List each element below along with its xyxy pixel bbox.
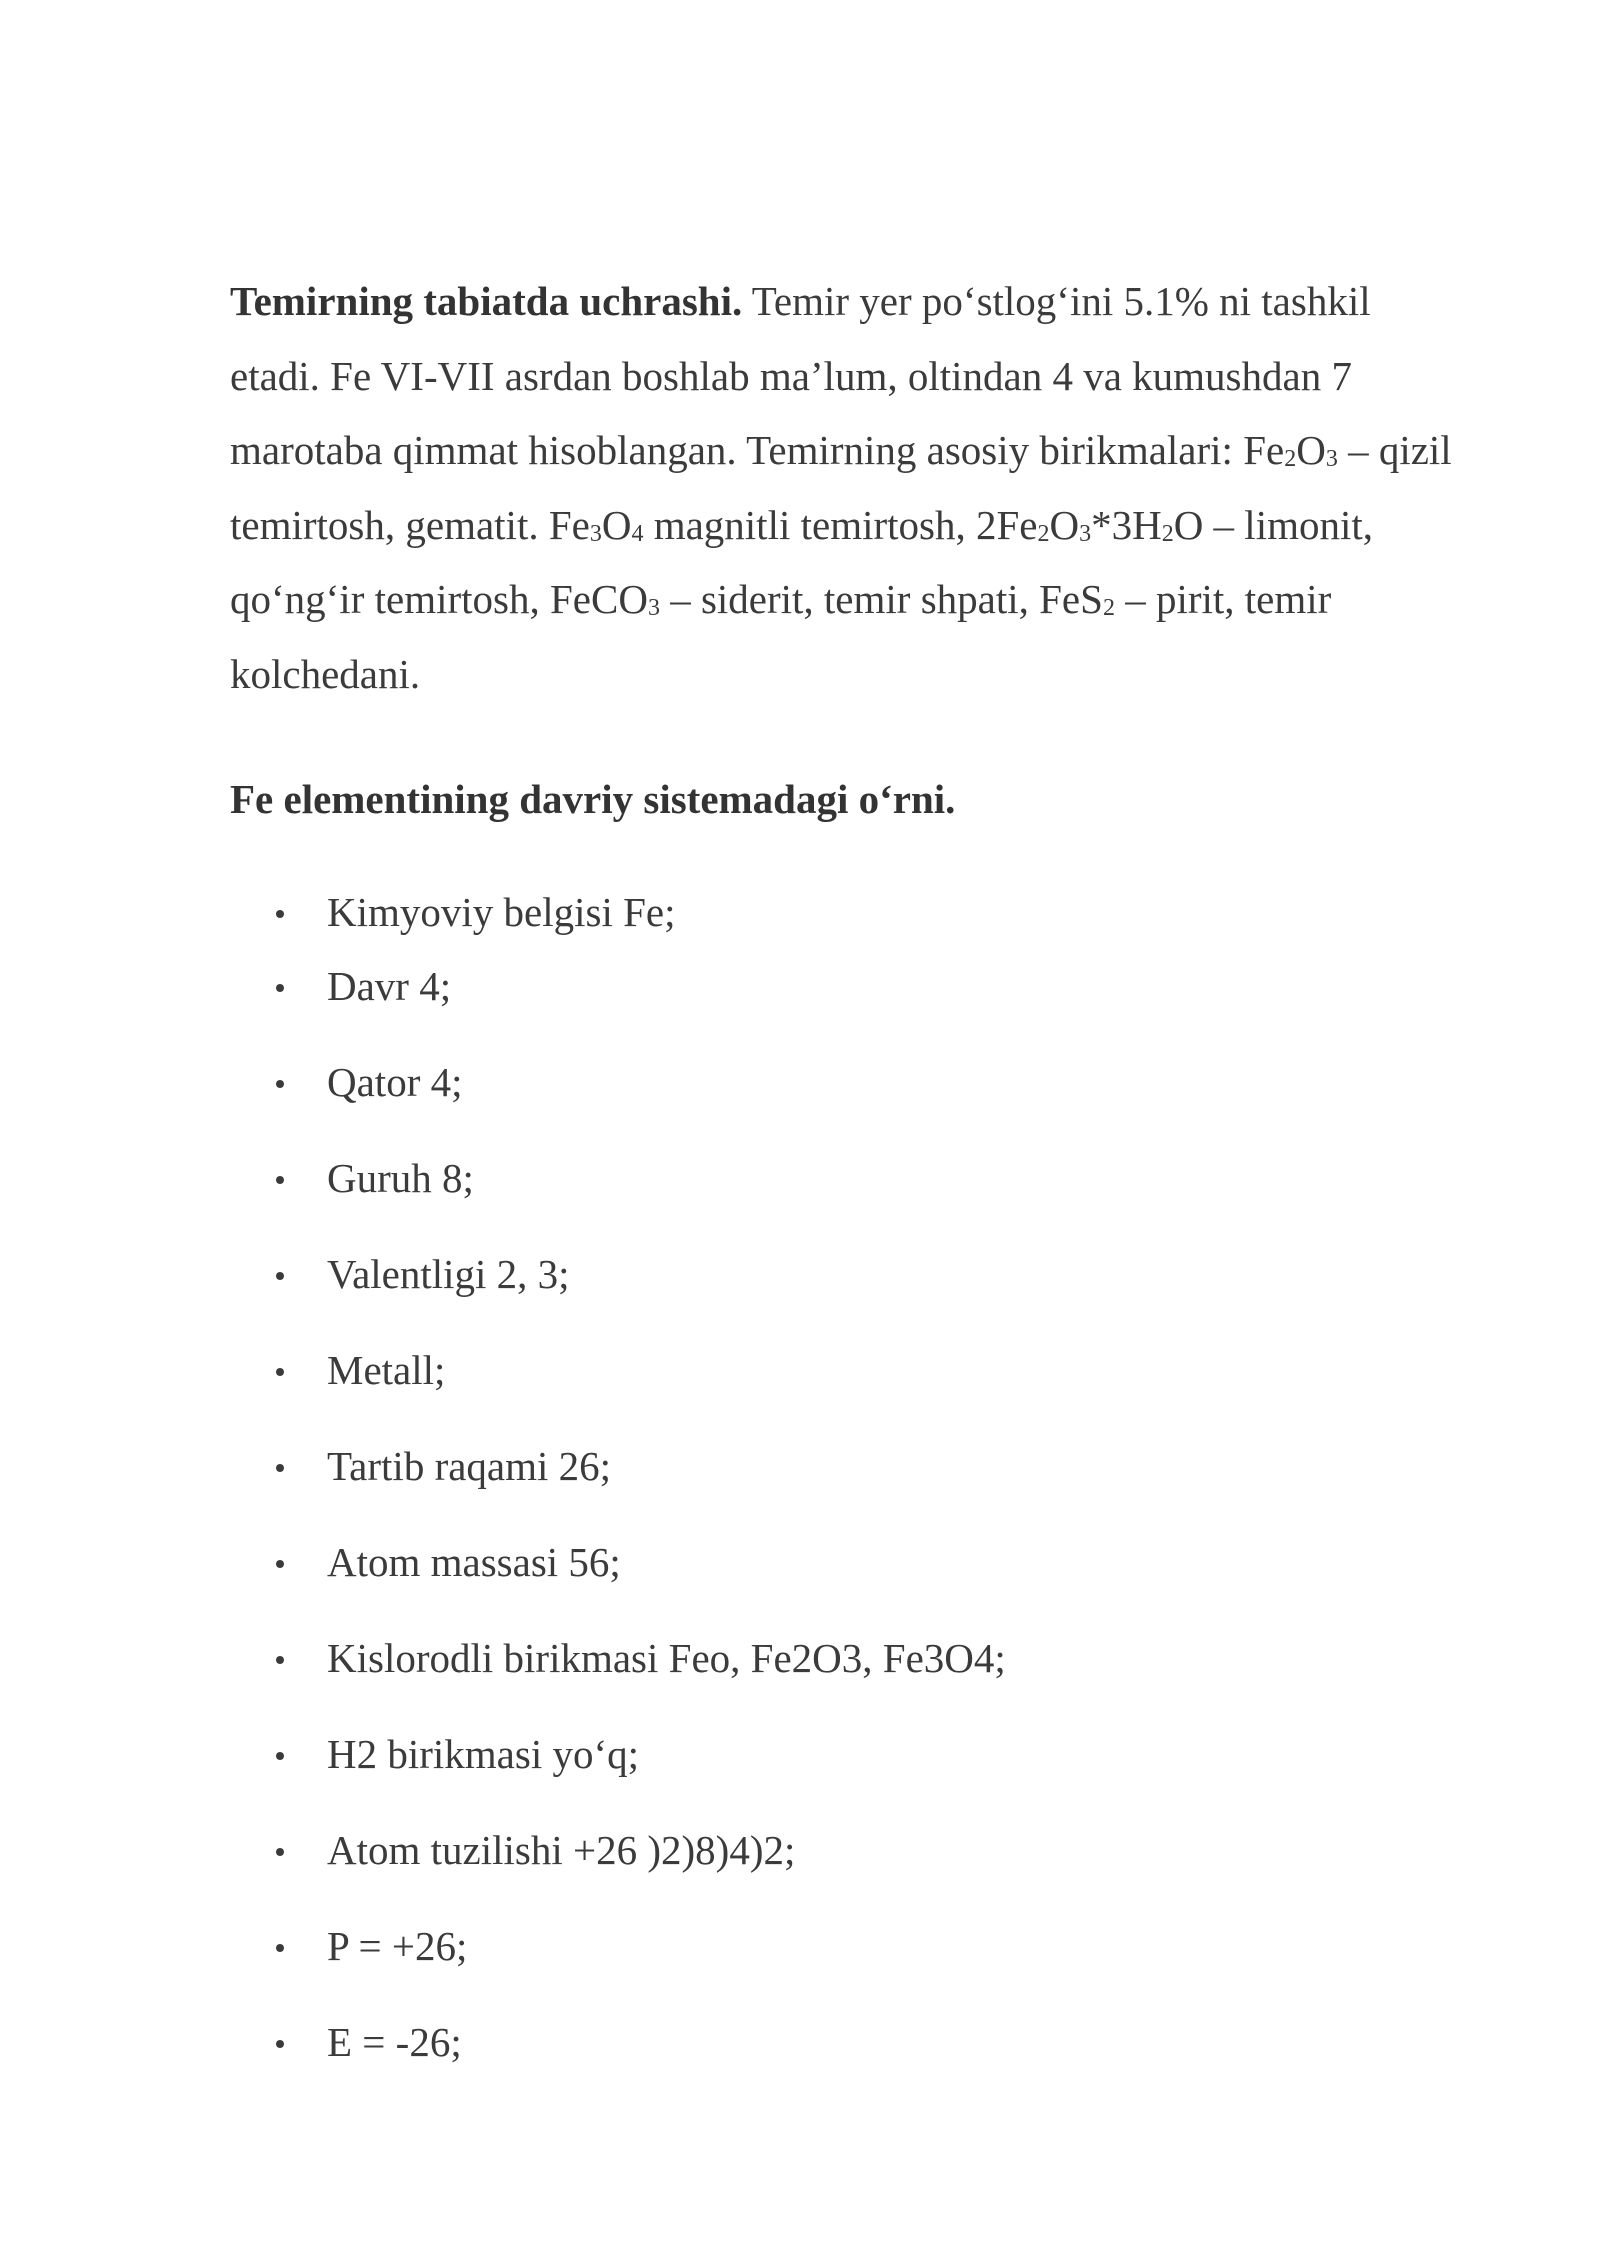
subscript: 2 [1161, 520, 1174, 547]
intro-text: Temir yer po‘stlog‘ini 5.1% ni tashkil etadi. Fe VI-VII asrdan boshlab ma’lum, oltindan 4 va kumushdan 7 marotaba qimmat hisoblangan. Temirning asosiy birikmalari: Fe [230, 278, 1371, 473]
list-item [230, 956, 1230, 1016]
list-item-text: P = +26; [327, 1923, 468, 1969]
intro-heading: Temirning tabiatda uchrashi. [230, 278, 743, 324]
list-item-text: Valentligi 2, 3; [327, 1251, 570, 1297]
list-item [230, 1436, 1230, 1496]
list-item [230, 1820, 1230, 1880]
list-item [230, 1052, 1230, 1112]
bullet-icon [276, 1080, 284, 1088]
list-item [230, 1628, 1230, 1688]
intro-text: – qizil temirtosh, gematit. Fe [230, 427, 1452, 548]
bullet-icon [276, 2040, 284, 2048]
bullet-icon [276, 1752, 284, 1760]
subscript: 3 [1325, 446, 1338, 472]
bullet-icon [276, 1656, 284, 1664]
bullet-icon [276, 1368, 284, 1376]
list-item [230, 1340, 1230, 1400]
list-item-text: Atom tuzilishi +26 )2)8)4)2; [327, 1827, 796, 1873]
intro-text: O – limonit, qo‘ng‘ir temirtosh, FeCO [230, 501, 1374, 622]
intro-text: O [1049, 501, 1080, 548]
bullet-icon [276, 910, 284, 918]
list-item-text: Kimyoviy belgisi Fe; [327, 889, 676, 935]
intro-text: O [601, 501, 632, 548]
intro-text: *3H [1091, 501, 1162, 548]
list-item-text: Tartib raqami 26; [327, 1443, 612, 1489]
subscript: 2 [1037, 520, 1050, 547]
section-heading: Fe elementining davriy sistemadagi o‘rni. [230, 776, 956, 822]
bullet-icon [276, 1944, 284, 1952]
list-item-text: Metall; [327, 1347, 446, 1393]
subscript: 4 [631, 520, 644, 547]
intro-text: O [1296, 427, 1326, 473]
intro-paragraph [230, 264, 1470, 711]
subscript: 3 [589, 520, 602, 547]
intro-text: – pirit, temir kolchedani. [230, 576, 1332, 697]
bullet-icon [276, 1560, 284, 1568]
list-item [230, 1532, 1230, 1592]
bullet-icon [276, 984, 284, 992]
list-item [230, 1244, 1230, 1304]
list-item [230, 882, 1230, 942]
bullet-icon [276, 1848, 284, 1856]
list-item [230, 1916, 1230, 1976]
list-item-text: Atom massasi 56; [327, 1539, 621, 1585]
list-item-text: H2 birikmasi yo‘q; [327, 1731, 640, 1777]
list-item [230, 1148, 1230, 1208]
list-item-text: Guruh 8; [327, 1155, 474, 1201]
subscript: 3 [647, 595, 660, 621]
list-item [230, 2012, 1230, 2072]
list-item-text: Davr 4; [327, 963, 452, 1009]
bullet-icon [276, 1464, 284, 1472]
subscript: 2 [1102, 595, 1115, 621]
subscript: 2 [1284, 446, 1297, 472]
bullet-icon [276, 1176, 284, 1184]
list-item-text: Kislorodli birikmasi Feo, Fe2O3, Fe3O4; [327, 1635, 1006, 1681]
intro-text: magnitli temirtosh, 2Fe [643, 501, 1038, 548]
list-item-text: Qator 4; [327, 1059, 463, 1105]
subscript: 3 [1079, 520, 1092, 547]
bullet-icon [276, 1272, 284, 1280]
list-item-text: E = -26; [327, 2019, 462, 2065]
intro-text: – siderit, temir shpati, FeS [659, 576, 1103, 622]
list-item [230, 1724, 1230, 1784]
